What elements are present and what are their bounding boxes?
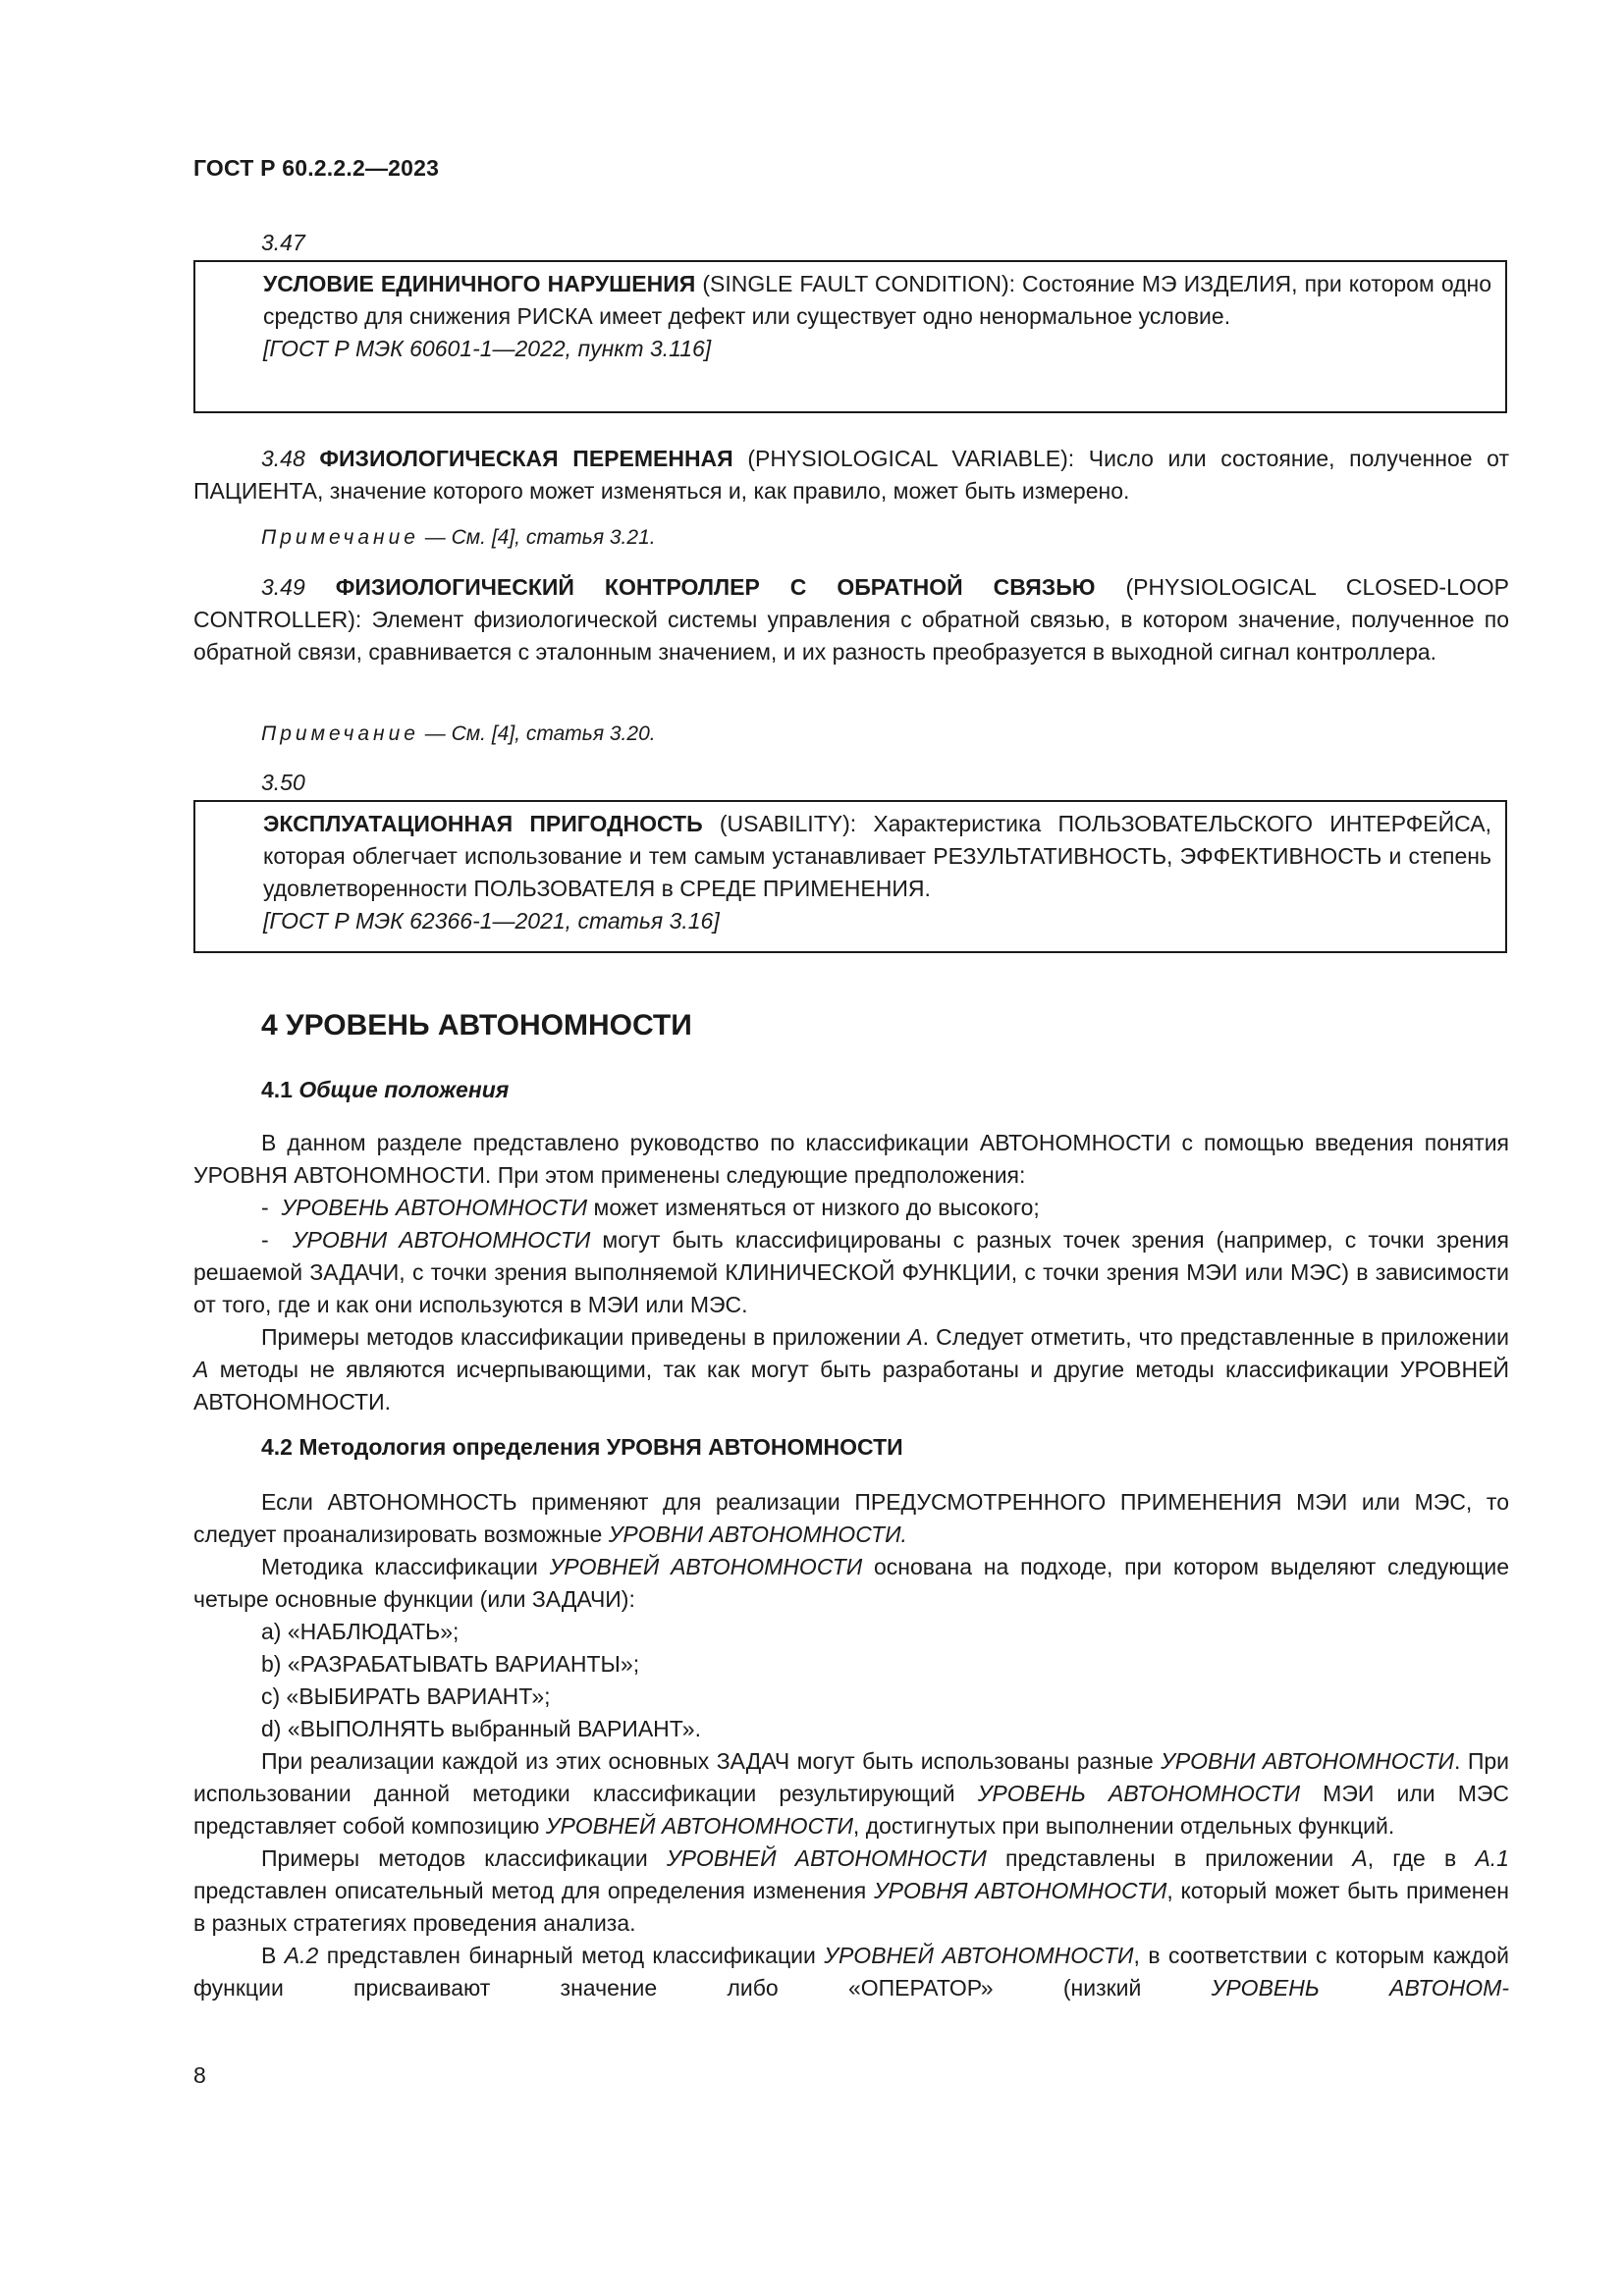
document-header: ГОСТ Р 60.2.2.2—2023 xyxy=(193,155,440,181)
term-349-note xyxy=(193,718,1509,750)
list-item: b) «РАЗРАБАТЫВАТЬ ВАРИАНТЫ»; xyxy=(261,1651,640,1677)
section-4-1-heading xyxy=(261,1077,509,1103)
term-349-note-label: Примечание xyxy=(261,722,419,745)
term-348-note-label: Примечание xyxy=(261,526,419,549)
section-4-2-paragraph-3: При реализации каждой из этих основных ЗАДАЧ могут быть использованы разные УРОВНИ АВТОНОМНОСТИ. При использовании данной методики классификации результирующий УРОВЕНЬ АВТОНОМНОСТИ МЭИ или МЭС представляет собой композицию УРОВНЕЙ АВТОНОМНОСТИ, достигнутых при выполнении отдельных функций. xyxy=(193,1748,1510,1839)
term-347-number: 3.47 xyxy=(261,230,305,255)
list-item: d) «ВЫПОЛНЯТЬ выбранный ВАРИАНТ». xyxy=(261,1716,701,1741)
term-349-note-text: — См. [4], статья 3.20. xyxy=(418,722,656,745)
section-4-1-body xyxy=(193,1127,1509,1418)
list-item: a) «НАБЛЮДАТЬ»; xyxy=(261,1619,460,1644)
term-347-number-block xyxy=(193,227,1509,259)
term-350-english: (USABILITY) xyxy=(719,811,850,836)
term-347-definition: : Состояние МЭ ИЗДЕЛИЯ, при котором одно средство для снижения РИСКА имеет дефект или существует одно ненормальное условие. xyxy=(263,271,1492,329)
term-350-number: 3.50 xyxy=(261,770,305,795)
section-4-2-paragraph-5: В A.2 представлен бинарный метод классификации УРОВНЕЙ АВТОНОМНОСТИ, в соответствии с которым каждой функции присваивают значение либо «ОПЕРАТОР» (низкий УРОВЕНЬ АВТОНОМ- xyxy=(193,1943,1510,2001)
section-4-1-paragraph: В данном разделе представлено руководство по классификации АВТОНОМНОСТИ с помощью введения понятия УРОВНЯ АВТОНОМНОСТИ. При этом применены следующие предположения: xyxy=(193,1130,1509,1188)
section-4-2-paragraph-1: Если АВТОНОМНОСТЬ применяют для реализации ПРЕДУСМОТРЕННОГО ПРИМЕНЕНИЯ МЭИ или МЭС, то следует проанализировать возможные УРОВНИ АВТОНОМНОСТИ. xyxy=(193,1489,1509,1547)
term-347-box xyxy=(193,260,1507,413)
page-number: 8 xyxy=(193,2062,206,2088)
term-348-note-text: — См. [4], статья 3.21. xyxy=(418,526,656,549)
section-4-1-bullet-1: - УРОВЕНЬ АВТОНОМНОСТИ может изменяться от низкого до высокого; xyxy=(261,1195,1040,1220)
section-4-1-examples: Примеры методов классификации приведены в приложении A. Следует отметить, что представленные в приложении A методы не являются исчерпывающими, так как могут быть разработаны и другие методы классификации УРОВНЕЙ АВТОНОМНОСТИ. xyxy=(193,1324,1509,1415)
section-4-2-title: 4.2 Методология определения УРОВНЯ АВТОНОМНОСТИ xyxy=(261,1434,903,1460)
term-348-block xyxy=(193,443,1509,507)
term-348-definition: : Число или состояние, полученное от ПАЦИЕНТА, значение которого может изменяться и, как правило, может быть измерено. xyxy=(193,446,1510,504)
term-349-term: ФИЗИОЛОГИЧЕСКИЙ КОНТРОЛЛЕР С ОБРАТНОЙ СВЯЗЬЮ xyxy=(335,574,1096,600)
section-4-1-bullet-2: - УРОВНИ АВТОНОМНОСТИ могут быть классифицированы с разных точек зрения (например, с точки зрения решаемой ЗАДАЧИ, с точки зрения выполняемой КЛИНИЧЕСКОЙ ФУНКЦИИ, с точки зрения МЭИ или МЭС) в зависимости от того, где и как они используются в МЭИ или МЭС. xyxy=(193,1227,1509,1317)
term-347-english: (SINGLE FAULT CONDITION) xyxy=(702,271,1009,296)
section-4-1-number: 4.1 xyxy=(261,1077,299,1102)
term-348-number: 3.48 xyxy=(261,446,305,471)
term-349-definition: : Элемент физиологической системы управления с обратной связью, в котором значение, полученное по обратной связи, сравнивается с эталонным значением, и их разность преобразуется в выходной сигнал контроллера. xyxy=(193,607,1509,665)
section-4-2-paragraph-2: Методика классификации УРОВНЕЙ АВТОНОМНОСТИ основана на подходе, при котором выделяют следующие четыре основные функции (или ЗАДАЧИ): xyxy=(193,1554,1510,1612)
term-349-number: 3.49 xyxy=(261,574,305,600)
term-348-term: ФИЗИОЛОГИЧЕСКАЯ ПЕРЕМЕННАЯ xyxy=(319,446,733,471)
term-348-note xyxy=(193,521,1509,554)
section-4-2-body xyxy=(193,1486,1509,2004)
section-4-2-paragraph-4: Примеры методов классификации УРОВНЕЙ АВТОНОМНОСТИ представлены в приложении A, где в A.1 представлен описательный метод для определения изменения УРОВНЯ АВТОНОМНОСТИ, который может быть применен в разных стратегиях проведения анализа. xyxy=(193,1845,1510,1936)
term-350-term: ЭКСПЛУАТАЦИОННАЯ ПРИГОДНОСТЬ xyxy=(263,811,703,836)
term-350-source: [ГОСТ Р МЭК 62366-1—2021, статья 3.16] xyxy=(263,908,720,934)
term-349-english: (PHYSIOLOGICAL CLOSED-LOOP CONTROLLER) xyxy=(193,574,1509,632)
term-347-term: УСЛОВИЕ ЕДИНИЧНОГО НАРУШЕНИЯ xyxy=(263,271,696,296)
term-349-block xyxy=(193,571,1509,668)
term-348-english: (PHYSIOLOGICAL VARIABLE) xyxy=(747,446,1068,471)
term-347-source: [ГОСТ Р МЭК 60601-1—2022, пункт 3.116] xyxy=(263,336,712,361)
term-350-number-block xyxy=(193,767,1509,799)
section-4-title: 4 УРОВЕНЬ АВТОНОМНОСТИ xyxy=(261,1009,692,1041)
list-item: c) «ВЫБИРАТЬ ВАРИАНТ»; xyxy=(261,1683,551,1709)
term-350-box xyxy=(193,800,1507,953)
section-4-1-title: Общие положения xyxy=(298,1077,510,1102)
term-350-definition: : Характеристика ПОЛЬЗОВАТЕЛЬСКОГО ИНТЕРФЕЙСА, которая облегчает использование и тем самым устанавливает РЕЗУЛЬТАТИВНОСТЬ, ЭФФЕКТИВНОСТЬ и степень удовлетворенности ПОЛЬЗОВАТЕЛЯ в СРЕДЕ ПРИМЕНЕНИЯ. xyxy=(263,811,1491,901)
